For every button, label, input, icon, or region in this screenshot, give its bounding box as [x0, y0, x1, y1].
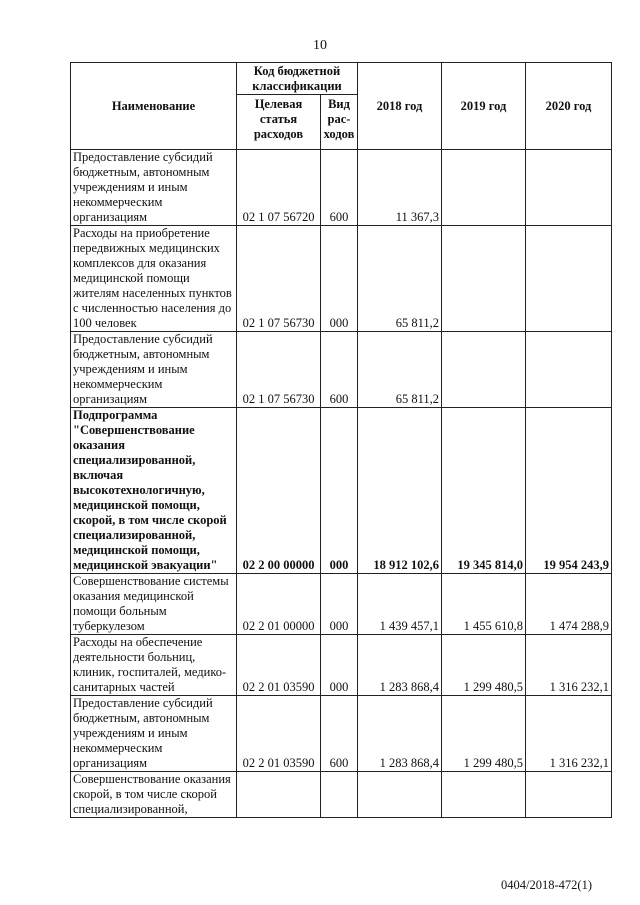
row-name: Предоставление субсидий бюджетным, автономным учреждениям и иным некоммерческим организациям — [71, 696, 237, 772]
row-expense-type: 600 — [321, 150, 358, 226]
row-2020-value: 1 316 232,1 — [526, 696, 612, 772]
row-2018-value — [358, 772, 442, 818]
table-row — [71, 226, 612, 332]
row-2020-value: 1 316 232,1 — [526, 635, 612, 696]
row-2019-value — [442, 772, 526, 818]
header-row-top — [71, 63, 612, 95]
table-row — [71, 332, 612, 408]
row-expense-type: 600 — [321, 696, 358, 772]
row-expense-type: 600 — [321, 332, 358, 408]
table-row — [71, 574, 612, 635]
row-2018-value: 65 811,2 — [358, 332, 442, 408]
row-name: Совершенствование системы оказания медицинской помощи больным туберкулезом — [71, 574, 237, 635]
row-2019-value: 1 299 480,5 — [442, 696, 526, 772]
table-row — [71, 696, 612, 772]
row-target-code: 02 2 01 00000 — [237, 574, 321, 635]
page-number: 10 — [313, 38, 327, 53]
row-2018-value: 18 912 102,6 — [358, 408, 442, 574]
row-target-code: 02 2 00 00000 — [237, 408, 321, 574]
row-name: Предоставление субсидий бюджетным, автономным учреждениям и иным некоммерческим организациям — [71, 332, 237, 408]
row-name: Предоставление субсидий бюджетным, автономным учреждениям и иным некоммерческим организациям — [71, 150, 237, 226]
row-2020-value: 1 474 288,9 — [526, 574, 612, 635]
row-name: Расходы на приобретение передвижных медицинских комплексов для оказания медицинской помощи жителям населенных пунктов с численностью населения до 100 человек — [71, 226, 237, 332]
row-expense-type: 000 — [321, 635, 358, 696]
row-2018-value: 1 283 868,4 — [358, 635, 442, 696]
row-2018-value: 65 811,2 — [358, 226, 442, 332]
row-2018-value: 1 283 868,4 — [358, 696, 442, 772]
header-target-article: Целевая статья расходов — [237, 95, 321, 150]
row-target-code: 02 2 01 03590 — [237, 696, 321, 772]
row-2019-value — [442, 150, 526, 226]
row-2019-value: 1 455 610,8 — [442, 574, 526, 635]
table-row-subprogram — [71, 408, 612, 574]
header-name: Наименование — [71, 63, 237, 150]
row-target-code — [237, 772, 321, 818]
row-2020-value: 19 954 243,9 — [526, 408, 612, 574]
row-2019-value — [442, 332, 526, 408]
row-2018-value: 1 439 457,1 — [358, 574, 442, 635]
row-name: Подпрограмма "Совершенствование оказания специализированной, включая высокотехнологичную, медицинской помощи, скорой, в том числе скорой специализированной, медицинской помощи, медицинской эвакуации" — [71, 408, 237, 574]
table-row — [71, 772, 612, 818]
row-expense-type: 000 — [321, 408, 358, 574]
row-name: Совершенствование оказания скорой, в том числе скорой специализированной, — [71, 772, 237, 818]
row-2018-value: 11 367,3 — [358, 150, 442, 226]
row-2020-value — [526, 150, 612, 226]
document-code: 0404/2018-472(1) — [501, 878, 592, 892]
header-expense-type: Вид рас-ходов — [321, 95, 358, 150]
row-target-code: 02 1 07 56730 — [237, 332, 321, 408]
row-name: Расходы на обеспечение деятельности больниц, клиник, госпиталей, медико-санитарных частей — [71, 635, 237, 696]
row-2020-value — [526, 226, 612, 332]
row-target-code: 02 1 07 56730 — [237, 226, 321, 332]
table-row — [71, 150, 612, 226]
row-2019-value: 19 345 814,0 — [442, 408, 526, 574]
row-expense-type: 000 — [321, 226, 358, 332]
row-expense-type — [321, 772, 358, 818]
row-target-code: 02 1 07 56720 — [237, 150, 321, 226]
header-2020: 2020 год — [526, 63, 612, 150]
header-2018: 2018 год — [358, 63, 442, 150]
row-2019-value: 1 299 480,5 — [442, 635, 526, 696]
row-target-code: 02 2 01 03590 — [237, 635, 321, 696]
row-2020-value — [526, 772, 612, 818]
header-2019: 2019 год — [442, 63, 526, 150]
table-row — [71, 635, 612, 696]
header-code-group: Код бюджетной классификации — [237, 63, 358, 95]
row-expense-type: 000 — [321, 574, 358, 635]
budget-table — [70, 62, 612, 818]
row-2020-value — [526, 332, 612, 408]
row-2019-value — [442, 226, 526, 332]
